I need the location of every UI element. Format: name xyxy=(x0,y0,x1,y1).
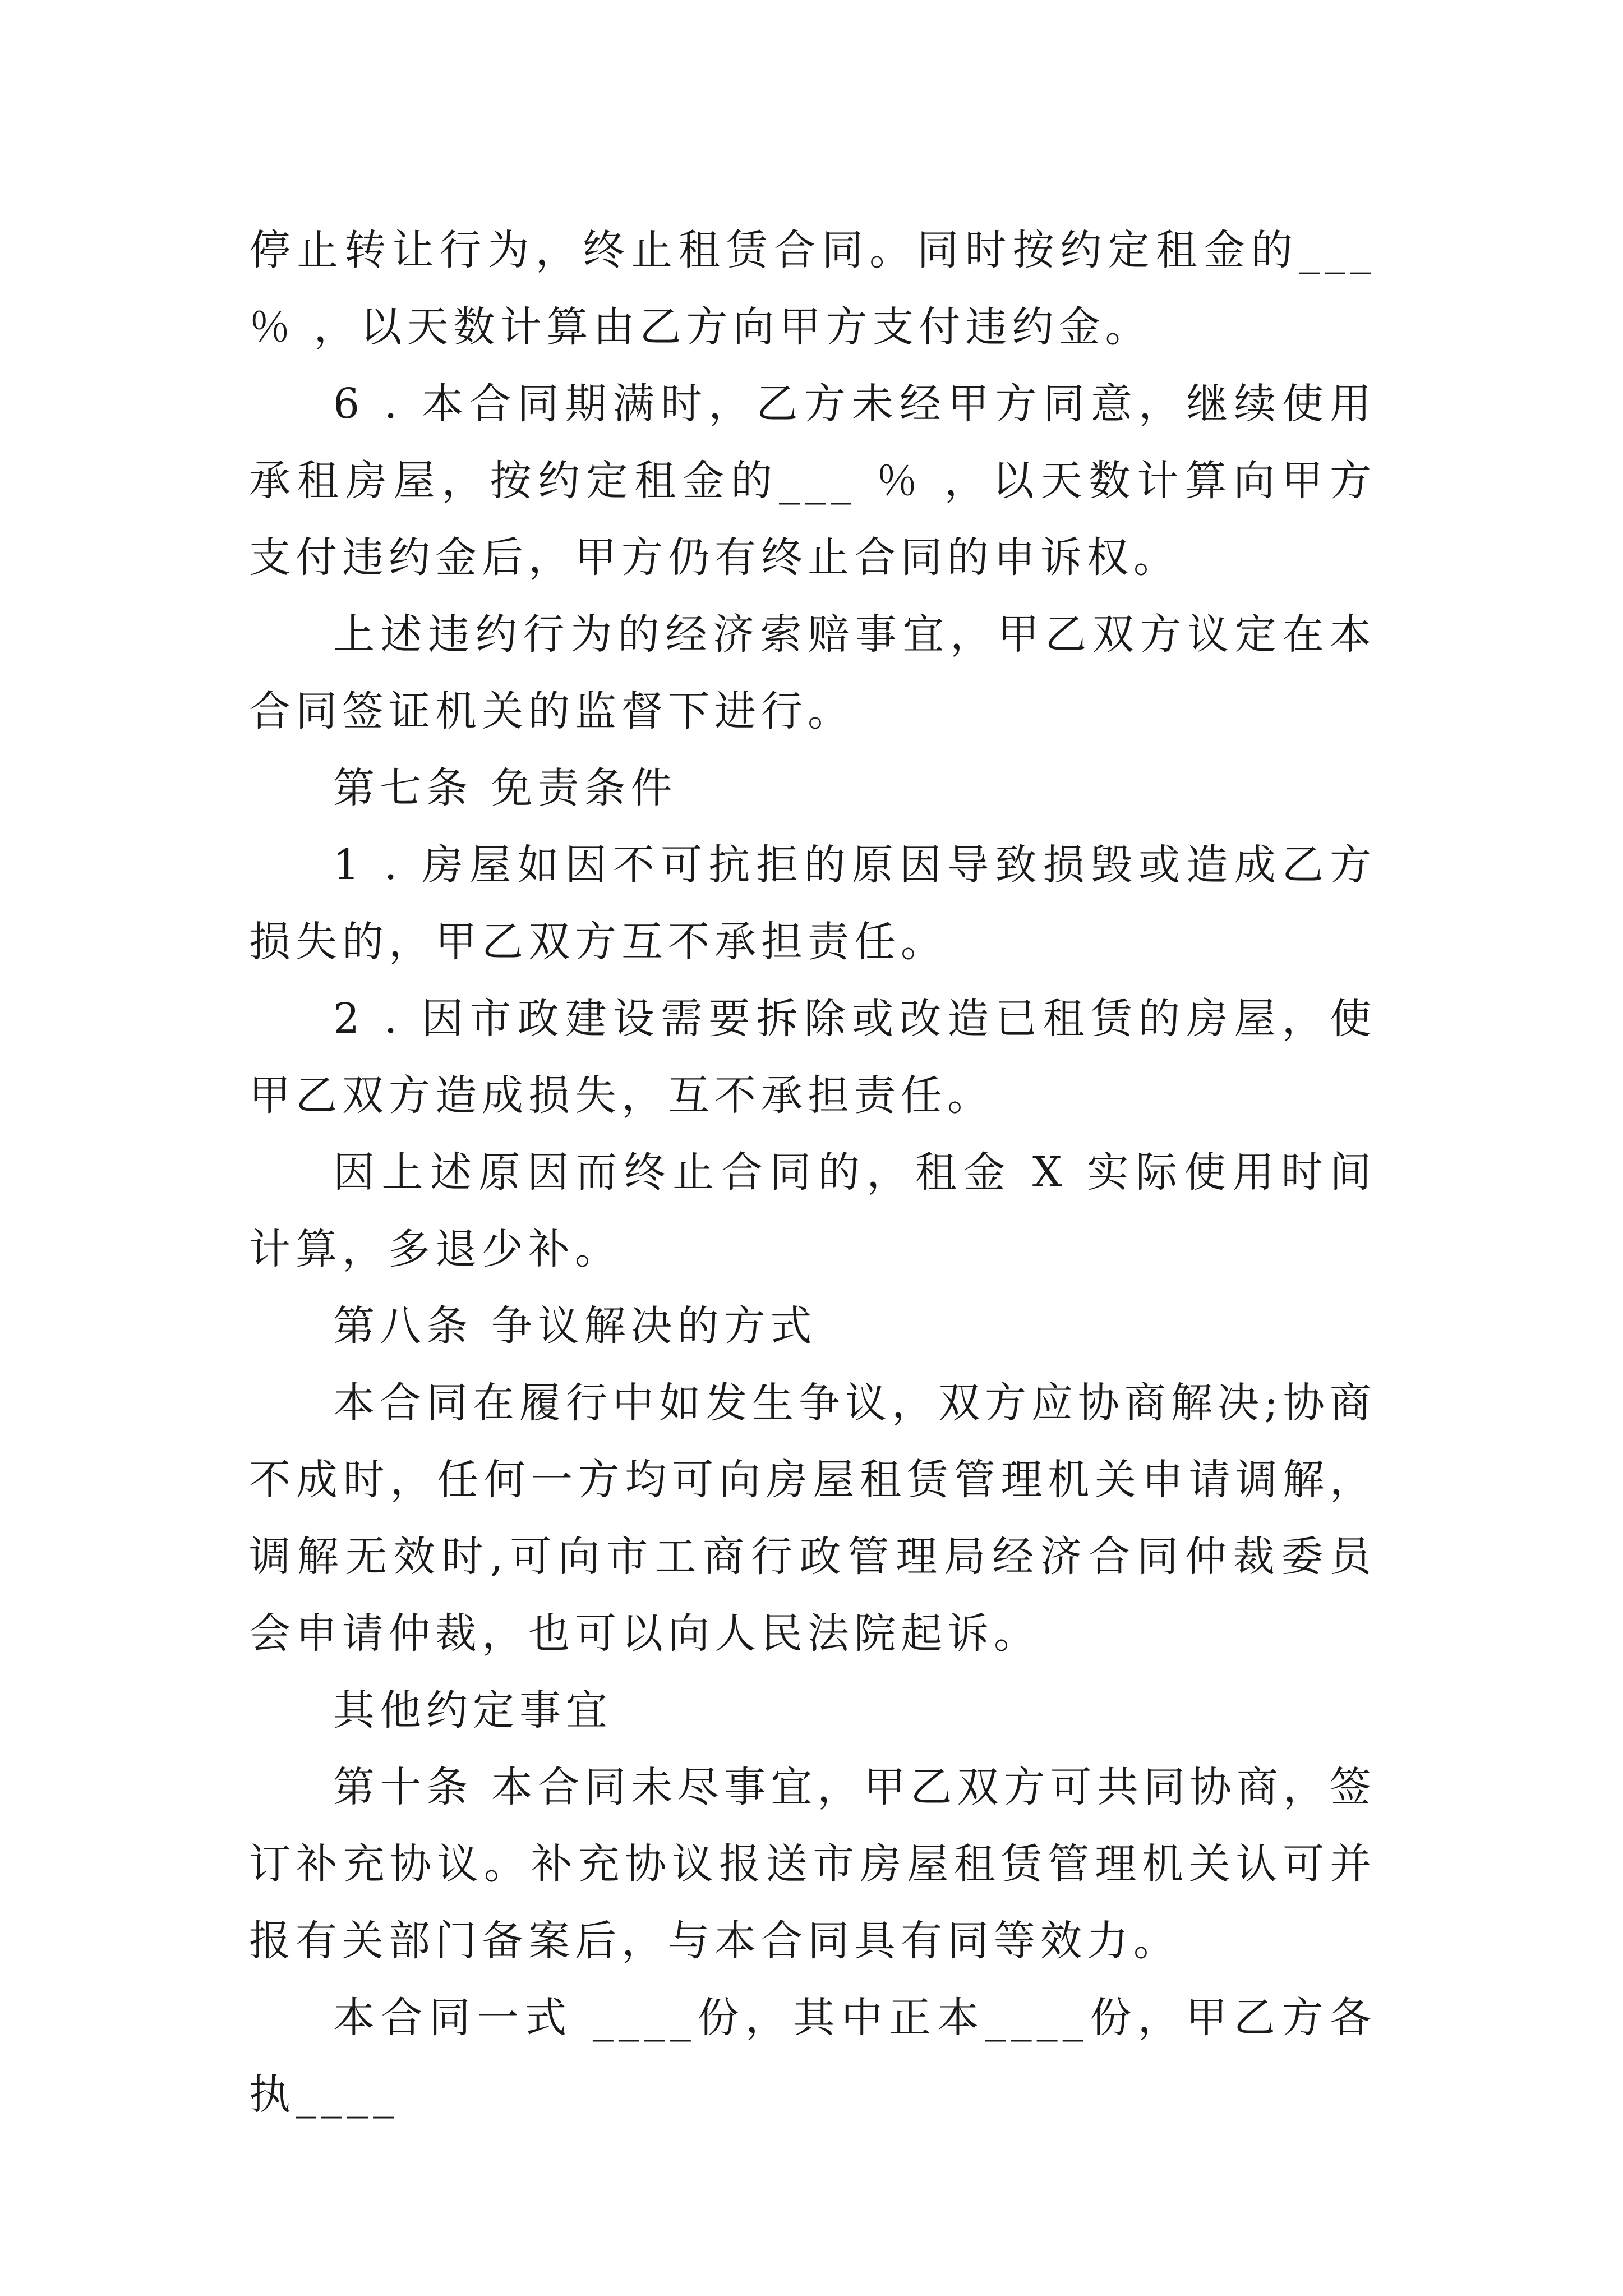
paragraph-12: 本合同一式 ____份，其中正本____份，甲乙方各执____ xyxy=(249,1994,1376,2119)
paragraph-3: 上述违约行为的经济索赔事宜，甲乙双方议定在本合同签证机关的监督下进行。 xyxy=(249,610,1376,735)
section-heading-other: 其他约定事宜 xyxy=(333,1686,612,1734)
paragraph-11: 第十条 本合同未尽事宜，甲乙双方可共同协商，签订补充协议。补充协议报送市房屋租赁管理机关认可并报有关部门备案后，与本合同具有同等效力。 xyxy=(249,1763,1376,1965)
document-body xyxy=(249,212,1395,2133)
paragraph-5: 1 . 房屋如因不可抗拒的原因导致损毁或造成乙方损失的，甲乙双方互不承担责任。 xyxy=(249,841,1376,966)
paragraph-7: 因上述原因而终止合同的，租金 X 实际使用时间计算，多退少补。 xyxy=(249,1148,1376,1273)
section-heading-7: 第七条 免责条件 xyxy=(333,764,677,812)
paragraph-6: 2 . 因市政建设需要拆除或改造已租赁的房屋，使甲乙双方造成损失，互不承担责任。 xyxy=(249,995,1376,1120)
section-heading-8: 第八条 争议解决的方式 xyxy=(333,1302,817,1350)
paragraph-2: 6 . 本合同期满时，乙方未经甲方同意，继续使用承租房屋，按约定租金的___ ％ ，以天数计算向甲方支付违约金后，甲方仍有终止合同的申诉权。 xyxy=(249,380,1376,582)
paragraph-1: 停止转让行为，终止租赁合同。同时按约定租金的___ ％ ，以天数计算由乙方向甲方支付违约金。 xyxy=(249,226,1395,351)
paragraph-9: 本合同在履行中如发生争议，双方应协商解决;协商不成时，任何一方均可向房屋租赁管理机关申请调解，调解无效时,可向市工商行政管理局经济合同仲裁委员会申请仲裁，也可以向人民法院起诉。 xyxy=(249,1379,1376,1658)
